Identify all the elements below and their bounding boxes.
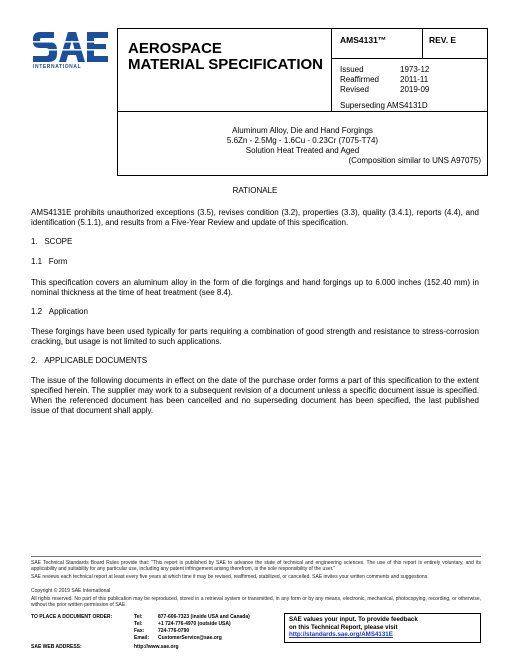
rationale-heading: RATIONALE: [232, 186, 278, 195]
feedback-box: [284, 613, 481, 643]
section-2-heading: 2. APPLICABLE DOCUMENTS: [31, 356, 148, 365]
section-1-2-text: These forgings have been used typically for parts requiring a combination of good strength and resistance to stress-corrosion cracking, but usage is not limited to such applications.: [31, 327, 479, 346]
footer-copyright: Copyright © 2019 SAE International: [31, 588, 111, 594]
contact-label-4: Email:: [134, 635, 150, 641]
contact-value-1[interactable]: 877-606-7323 (inside USA and Canada): [158, 614, 250, 620]
contact-label-3: Fax:: [134, 628, 145, 634]
feedback-link[interactable]: http://standards.sae.org/AMS4131E: [289, 631, 393, 638]
web-address-link[interactable]: http://www.sae.org: [134, 644, 179, 650]
footer-review-note: SAE reviews each technical report at least every five years at which time it may be revised, reaffirmed, stabilized, or cancelled. SAE invites your written comments and suggestions.: [31, 574, 429, 580]
footer-divider: [31, 556, 481, 557]
footer-rules-note: SAE Technical Standards Board Rules provide that: "This report is published by SAE to advance the state of technical and engineering sciences. The use of this report is entirely voluntary, and its applicability and suitability for any particular use, including any patent infringement arising therefrom, is the sole responsibility of the user.": [31, 560, 481, 573]
reaffirmed-label: Reaffirmed: [340, 75, 379, 84]
issued-label: Issued: [340, 65, 364, 74]
revised-label: Revised: [340, 85, 369, 94]
contact-label-1: Tel:: [134, 614, 143, 620]
subtitle-line-3: Solution Heat Treated and Aged: [245, 146, 360, 155]
contact-value-4[interactable]: CustomerService@sae.org: [158, 635, 222, 641]
section-1-2-heading: 1.2 Application: [31, 307, 88, 316]
rationale-text: AMS4131E prohibits unauthorized exceptions (3.5), revises condition (3.2), properties (3.3), quality (3.4.1), reports (4.4), and identification (5.1.1), and results from a Five-Year Review and update of this specification.: [31, 208, 479, 227]
feedback-line-1: SAE values your input. To provide feedback: [289, 616, 418, 623]
order-label: TO PLACE A DOCUMENT ORDER:: [31, 614, 113, 620]
web-address-label: SAE WEB ADDRESS:: [31, 644, 82, 650]
superseding-note: Superseding AMS4131D: [340, 101, 428, 110]
logo-subtext: INTERNATIONAL: [33, 64, 82, 70]
contact-value-2[interactable]: +1 724-776-4970 (outside USA): [158, 621, 231, 627]
section-1-1-heading: 1.1 Form: [31, 257, 68, 266]
material-subtitle: [118, 126, 487, 165]
document-type-title: AEROSPACE MATERIAL SPECIFICATION: [128, 40, 323, 73]
document-number: AMS4131™: [340, 35, 387, 45]
revision-label: REV. E: [429, 35, 457, 45]
reaffirmed-date: 2011-11: [400, 75, 429, 84]
subtitle-line-1: Aluminum Alloy, Die and Hand Forgings: [232, 126, 373, 135]
feedback-line-2: on this Technical Report, please visit: [289, 623, 398, 631]
revised-date: 2019-09: [400, 85, 430, 94]
section-1-1-text: This specification covers an aluminum alloy in the form of die forgings and hand forgings up to 6.000 inches (152.40 mm) in nominal thickness at the time of heat treatment (see 8.4).: [31, 278, 479, 297]
contact-label-2: Tel:: [134, 621, 143, 627]
header-box: [117, 28, 488, 176]
contact-value-3[interactable]: 724-776-0790: [158, 628, 190, 634]
subtitle-line-2: 5.6Zn - 2.5Mg - 1.6Cu - 0.23Cr (7075-T74): [226, 136, 379, 145]
section-1-heading: 1. SCOPE: [31, 237, 73, 246]
composition-note: (Composition similar to UNS A97075): [348, 156, 481, 165]
footer-rights: All rights reserved. No part of this publication may be reproduced, stored in a retrieval system or transmitted, in any form or by any means, electronic, mechanical, photocopying, recording, or otherwise, without the prior written permission of SAE.: [31, 596, 481, 609]
issued-date: 1973-12: [400, 65, 430, 74]
section-2-text: The issue of the following documents in effect on the date of the purchase order forms a part of this specification to the extent specified herein. The supplier may work to a subsequent revision of a document unless a specific document issue is specified. When the referenced document has been cancelled and no superseding document has been specified, the last published issue of that document shall apply.: [31, 376, 479, 415]
